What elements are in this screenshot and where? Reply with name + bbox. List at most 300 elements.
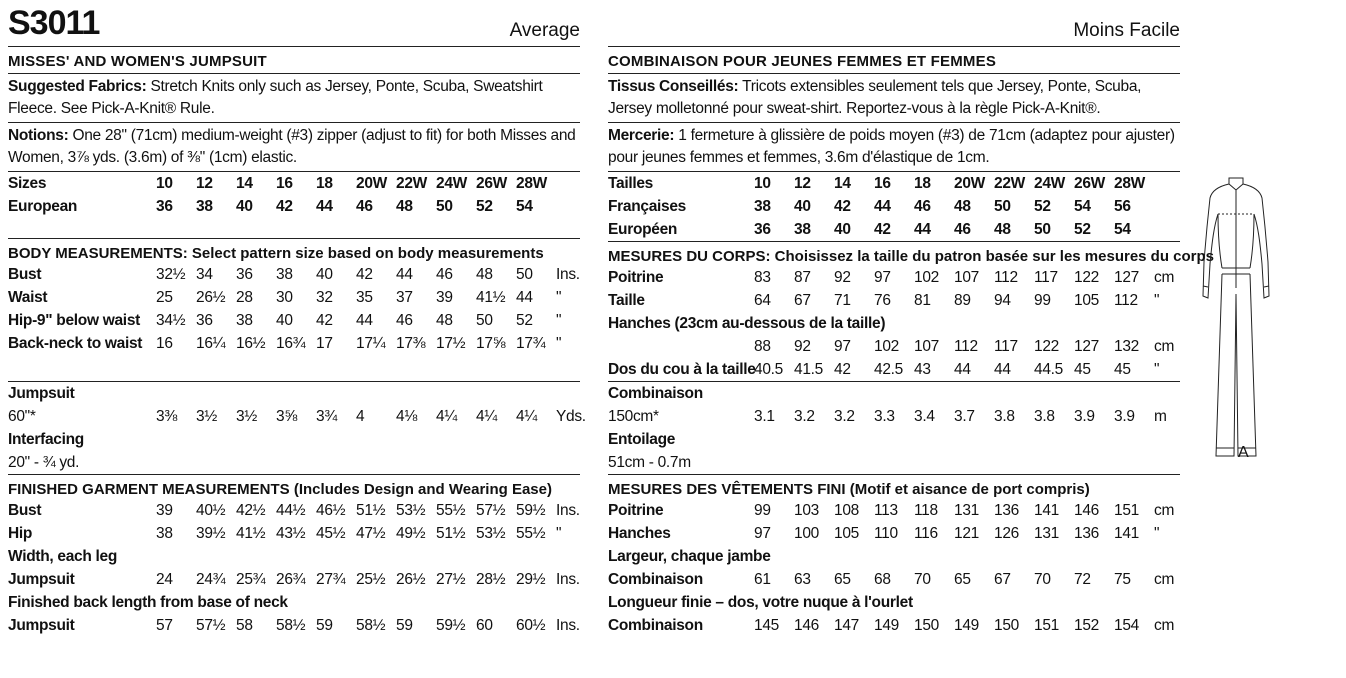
interfacing-value-text: 20" - ¾ yd. <box>8 453 80 471</box>
cell-value: 32½ <box>156 265 186 283</box>
cell-value: 17½ <box>436 334 466 352</box>
body-row <box>8 309 580 332</box>
cell-value: 3.2 <box>794 407 815 425</box>
unit <box>556 172 580 195</box>
cell-value: 25¾ <box>236 570 266 588</box>
cell-value: 92 <box>794 337 811 355</box>
body-measurements-header: BODY MEASUREMENTS: Select pattern size based on body measurements <box>8 245 544 262</box>
jumpsuit-figure-icon <box>1196 176 1276 466</box>
cell-value: 18 <box>914 174 931 192</box>
cell-value: 36 <box>236 265 253 283</box>
cell-value: 52 <box>476 197 493 215</box>
french-column <box>608 0 1215 637</box>
english-header <box>8 0 580 46</box>
cell-value: 16¾ <box>276 334 306 352</box>
cell-value: 94 <box>994 291 1011 309</box>
combinaison-yardage-row <box>608 405 1180 428</box>
entoilage-label <box>608 428 1180 451</box>
unit: " <box>1154 291 1160 309</box>
cell-value: 3.2 <box>834 407 855 425</box>
cell-value: 36 <box>156 197 173 215</box>
unit: Yds. <box>556 407 586 425</box>
cell-value: 40 <box>276 311 293 329</box>
cell-value: 110 <box>874 524 898 542</box>
cell-value: 149 <box>874 616 899 634</box>
fabrics-text: Stretch Knits only such as Jersey, Ponte, Scuba, Sweatshirt Fleece. See Pick-A-Knit® Rule. <box>8 78 543 117</box>
cell-value: 44 <box>356 311 373 329</box>
row-label: Françaises <box>608 197 686 215</box>
cell-value: 42 <box>834 197 851 215</box>
cell-value: 42½ <box>236 501 266 519</box>
width-row <box>8 568 580 591</box>
unit: Ins. <box>556 265 580 283</box>
cell-value: 122 <box>1074 268 1099 286</box>
back-length-label-fr-text: Longueur finie – dos, votre nuque à l'ourlet <box>608 593 913 611</box>
unit: " <box>556 334 562 352</box>
cell-value: 3.9 <box>1074 407 1095 425</box>
cell-value: 12 <box>794 174 811 192</box>
cell-value: 99 <box>1034 291 1051 309</box>
cell-value: 3⅝ <box>276 407 297 425</box>
unit: m <box>1154 407 1167 425</box>
finished-measurements-table-fr <box>608 499 1180 637</box>
view-label: A <box>1238 444 1249 461</box>
combinaison-yardage-label <box>608 382 1180 405</box>
cell-value: 48 <box>954 197 971 215</box>
cell-value: 4¼ <box>436 407 457 425</box>
pattern-number: S3011 <box>8 4 100 42</box>
cell-value: 46 <box>356 197 373 215</box>
suggested-fabrics-fr <box>608 74 1180 122</box>
cell-value: 46 <box>436 265 453 283</box>
body-row <box>8 332 580 355</box>
notions-fr <box>608 123 1180 171</box>
cell-value: 44.5 <box>1034 360 1063 378</box>
fabrics-label: Suggested Fabrics: <box>8 78 147 95</box>
width-label-fr-text: Largeur, chaque jambe <box>608 547 771 565</box>
cell-value: 41½ <box>476 288 506 306</box>
cell-value: 26½ <box>396 570 426 588</box>
body-measurements-header-fr: MESURES DU CORPS: Choisissez la taille du patron basée sur les mesures du corps <box>608 248 1215 265</box>
unit <box>1154 195 1180 218</box>
notions-label-fr: Mercerie: <box>608 127 675 144</box>
unit: cm <box>1154 570 1175 588</box>
back-length-row <box>8 614 580 637</box>
cell-value: 38 <box>236 311 253 329</box>
cell-value: 34 <box>196 265 213 283</box>
cell-value: 48 <box>396 197 413 215</box>
unit: " <box>556 524 562 542</box>
finished-header-bold: FINISHED GARMENT MEASUREMENTS <box>8 481 290 498</box>
cell-value: 59½ <box>516 501 546 519</box>
row-label: Taille <box>608 291 645 309</box>
cell-value: 102 <box>874 337 899 355</box>
cell-value: 53½ <box>396 501 426 519</box>
cell-value: 76 <box>874 291 891 309</box>
row-label: Combinaison <box>608 570 703 588</box>
cell-value: 52 <box>1074 220 1091 238</box>
cell-value: 102 <box>914 268 939 286</box>
cell-value: 146 <box>794 616 819 634</box>
cell-value: 71 <box>834 291 851 309</box>
pattern-title-fr: COMBINAISON POUR JEUNES FEMMES ET FEMMES <box>608 53 997 70</box>
cell-value: 127 <box>1074 337 1099 355</box>
cell-value: 4⅛ <box>396 407 417 425</box>
cell-value: 107 <box>914 337 939 355</box>
sizes-row <box>8 172 580 195</box>
notions-label: Notions: <box>8 127 69 144</box>
european-row <box>8 195 580 218</box>
cell-value: 26¾ <box>276 570 306 588</box>
cell-value: 4 <box>356 407 365 425</box>
cell-value: 57½ <box>196 616 226 634</box>
pattern-title: MISSES' AND WOMEN'S JUMPSUIT <box>8 53 267 70</box>
unit <box>1154 172 1180 195</box>
cell-value: 24W <box>1034 174 1065 192</box>
cell-value: 149 <box>954 616 979 634</box>
cell-value: 20W <box>356 174 387 192</box>
cell-value: 30 <box>276 288 293 306</box>
cell-value: 118 <box>914 501 938 519</box>
cell-value: 3½ <box>236 407 257 425</box>
cell-value: 40½ <box>196 501 226 519</box>
cell-value: 70 <box>1034 570 1051 588</box>
cell-value: 150 <box>994 616 1019 634</box>
cell-value: 65 <box>834 570 851 588</box>
cell-value: 27½ <box>436 570 466 588</box>
tailles-row <box>608 172 1180 195</box>
francaises-row <box>608 195 1180 218</box>
cell-value: 10 <box>754 174 771 192</box>
cell-value: 28 <box>236 288 253 306</box>
cell-value: 46½ <box>316 501 346 519</box>
cell-value: 65 <box>954 570 971 588</box>
cell-value: 61 <box>754 570 771 588</box>
back-length-row-fr <box>608 614 1180 637</box>
jumpsuit-yardage-row <box>8 405 580 428</box>
row-label: 60"* <box>8 407 36 425</box>
row-label: Dos du cou à la taille <box>608 360 756 378</box>
cell-value: 50 <box>1034 220 1051 238</box>
cell-value: 87 <box>794 268 811 286</box>
cell-value: 4¼ <box>476 407 497 425</box>
back-length-label-fr <box>608 591 1180 614</box>
row-label: Bust <box>8 501 42 519</box>
unit: " <box>1154 524 1160 542</box>
cell-value: 54 <box>1074 197 1091 215</box>
difficulty-level-fr: Moins Facile <box>1073 20 1180 41</box>
cell-value: 17¼ <box>356 334 386 352</box>
cell-value: 55½ <box>516 524 546 542</box>
cell-value: 107 <box>954 268 979 286</box>
cell-value: 105 <box>834 524 859 542</box>
hanches-label <box>608 312 1180 335</box>
unit: " <box>1154 360 1160 378</box>
cell-value: 44 <box>954 360 971 378</box>
cell-value: 63 <box>794 570 811 588</box>
cell-value: 67 <box>994 570 1011 588</box>
notions-text-fr: 1 fermeture à glissière de poids moyen (#3) de 71cm (adaptez pour ajuster) pour jeunes femmes et femmes, 3.6m d'élastique de 1cm. <box>608 127 1175 166</box>
cell-value: 46 <box>914 197 931 215</box>
cell-value: 26½ <box>196 288 226 306</box>
hanches-row <box>608 335 1180 358</box>
unit: cm <box>1154 616 1175 634</box>
cell-value: 24 <box>156 570 173 588</box>
cell-value: 108 <box>834 501 859 519</box>
cell-value: 37 <box>396 288 413 306</box>
yardage-table <box>8 382 586 474</box>
cell-value: 36 <box>754 220 771 238</box>
cell-value: 44 <box>316 197 333 215</box>
cell-value: 14 <box>834 174 851 192</box>
finished-measurements-header-fr: MESURES DES VÊTEMENTS FINI (Motif et aisance de port compris) <box>608 481 1090 498</box>
cell-value: 75 <box>1114 570 1131 588</box>
finished-measurements-header <box>8 475 580 499</box>
cell-value: 57½ <box>476 501 506 519</box>
cell-value: 97 <box>834 337 851 355</box>
cell-value: 18 <box>316 174 333 192</box>
cell-value: 59 <box>316 616 333 634</box>
body-measurements-table <box>8 263 580 355</box>
fabrics-label-fr: Tissus Conseillés: <box>608 78 739 95</box>
cell-value: 40 <box>794 197 811 215</box>
cell-value: 52 <box>1034 197 1051 215</box>
cell-value: 41½ <box>236 524 266 542</box>
cell-value: 48 <box>436 311 453 329</box>
cell-value: 22W <box>994 174 1025 192</box>
cell-value: 17⅜ <box>396 334 426 352</box>
cell-value: 145 <box>754 616 779 634</box>
cell-value: 92 <box>834 268 851 286</box>
cell-value: 117 <box>1034 268 1058 286</box>
unit: " <box>556 288 562 306</box>
cell-value: 3½ <box>196 407 217 425</box>
cell-value: 103 <box>794 501 819 519</box>
cell-value: 16¼ <box>196 334 226 352</box>
cell-value: 45½ <box>316 524 346 542</box>
cell-value: 22W <box>396 174 427 192</box>
hanches-label-text: Hanches (23cm au-dessous de la taille) <box>608 314 886 332</box>
entoilage-value-text: 51cm - 0.7m <box>608 453 691 471</box>
cell-value: 67 <box>794 291 811 309</box>
cell-value: 151 <box>1114 501 1139 519</box>
english-column <box>8 0 586 637</box>
cell-value: 47½ <box>356 524 386 542</box>
cell-value: 35 <box>356 288 373 306</box>
width-label-text: Width, each leg <box>8 547 118 565</box>
cell-value: 51½ <box>436 524 466 542</box>
row-label: Waist <box>8 288 48 306</box>
cell-value: 127 <box>1114 268 1139 286</box>
unit: cm <box>1154 268 1175 286</box>
cell-value: 3.4 <box>914 407 935 425</box>
cell-value: 42 <box>356 265 373 283</box>
row-label: Bust <box>8 265 42 283</box>
row-label: Sizes <box>8 174 47 192</box>
cell-value: 3¾ <box>316 407 337 425</box>
cell-value: 151 <box>1034 616 1059 634</box>
body-row-fr <box>608 266 1180 289</box>
combinaison-yardage-label-text: Combinaison <box>608 384 703 402</box>
cell-value: 40 <box>834 220 851 238</box>
cell-value: 26W <box>476 174 507 192</box>
cell-value: 17 <box>316 334 333 352</box>
cell-value: 88 <box>754 337 771 355</box>
row-label: Hip-9" below waist <box>8 311 140 329</box>
cell-value: 44 <box>516 288 533 306</box>
cell-value: 117 <box>994 337 1018 355</box>
cell-value: 42 <box>316 311 333 329</box>
cell-value: 53½ <box>476 524 506 542</box>
row-label: Poitrine <box>608 501 664 519</box>
cell-value: 40 <box>236 197 253 215</box>
cell-value: 146 <box>1074 501 1099 519</box>
cell-value: 45 <box>1074 360 1091 378</box>
cell-value: 45 <box>1114 360 1131 378</box>
back-length-label-text: Finished back length from base of neck <box>8 593 288 611</box>
cell-value: 38 <box>156 524 173 542</box>
finished-row <box>8 499 580 522</box>
cell-value: 99 <box>754 501 771 519</box>
unit: cm <box>1154 501 1175 519</box>
cell-value: 20W <box>954 174 985 192</box>
unit <box>556 195 580 218</box>
cell-value: 112 <box>954 337 978 355</box>
width-row-fr <box>608 568 1180 591</box>
row-label: Back-neck to waist <box>8 334 143 352</box>
cell-value: 89 <box>954 291 971 309</box>
cell-value: 54 <box>516 197 533 215</box>
cell-value: 141 <box>1114 524 1139 542</box>
row-label: 150cm* <box>608 407 659 425</box>
cell-value: 81 <box>914 291 931 309</box>
cell-value: 4¼ <box>516 407 537 425</box>
body-row <box>8 286 580 309</box>
interfacing-label <box>8 428 580 451</box>
cell-value: 42.5 <box>874 360 903 378</box>
cell-value: 24W <box>436 174 467 192</box>
cell-value: 48 <box>476 265 493 283</box>
cell-value: 44 <box>994 360 1011 378</box>
cell-value: 3.1 <box>754 407 775 425</box>
cell-value: 3.3 <box>874 407 895 425</box>
yardage-table-fr <box>608 382 1180 474</box>
cell-value: 68 <box>874 570 891 588</box>
row-label: Jumpsuit <box>8 570 75 588</box>
cell-value: 50 <box>476 311 493 329</box>
cell-value: 52 <box>516 311 533 329</box>
cell-value: 112 <box>1114 291 1138 309</box>
cell-value: 16 <box>276 174 293 192</box>
cell-value: 27¾ <box>316 570 346 588</box>
row-label: Jumpsuit <box>8 616 75 634</box>
row-label: Poitrine <box>608 268 664 286</box>
cell-value: 126 <box>994 524 1019 542</box>
cell-value: 36 <box>196 311 213 329</box>
cell-value: 41.5 <box>794 360 823 378</box>
row-label: European <box>8 197 78 215</box>
cell-value: 17¾ <box>516 334 546 352</box>
row-label <box>608 335 754 358</box>
entoilage-value <box>608 451 1180 474</box>
cell-value: 50 <box>994 197 1011 215</box>
cell-value: 112 <box>994 268 1018 286</box>
finished-header-rest: (Includes Design and Wearing Ease) <box>289 481 552 498</box>
cell-value: 121 <box>954 524 979 542</box>
unit: Ins. <box>556 570 580 588</box>
cell-value: 16½ <box>236 334 266 352</box>
cell-value: 28½ <box>476 570 506 588</box>
cell-value: 42 <box>874 220 891 238</box>
cell-value: 16 <box>156 334 173 352</box>
cell-value: 56 <box>1114 197 1131 215</box>
suggested-fabrics <box>8 74 580 122</box>
unit: Ins. <box>556 501 580 519</box>
cell-value: 12 <box>196 174 213 192</box>
cell-value: 51½ <box>356 501 386 519</box>
cell-value: 58½ <box>356 616 386 634</box>
cell-value: 38 <box>754 197 771 215</box>
cell-value: 44 <box>396 265 413 283</box>
cell-value: 72 <box>1074 570 1091 588</box>
cell-value: 116 <box>914 524 938 542</box>
cell-value: 57 <box>156 616 173 634</box>
cell-value: 48 <box>994 220 1011 238</box>
cell-value: 42 <box>276 197 293 215</box>
cell-value: 105 <box>1074 291 1099 309</box>
cell-value: 50 <box>516 265 533 283</box>
cell-value: 44 <box>914 220 931 238</box>
unit: Ins. <box>556 616 580 634</box>
cell-value: 38 <box>794 220 811 238</box>
finished-row-fr <box>608 499 1180 522</box>
cell-value: 3⅜ <box>156 407 177 425</box>
cell-value: 32 <box>316 288 333 306</box>
cell-value: 100 <box>794 524 819 542</box>
interfacing-label-text: Interfacing <box>8 430 84 448</box>
dos-row <box>608 358 1180 381</box>
cell-value: 16 <box>874 174 891 192</box>
row-label: Hip <box>8 524 33 542</box>
cell-value: 3.7 <box>954 407 975 425</box>
cell-value: 64 <box>754 291 771 309</box>
cell-value: 60 <box>476 616 493 634</box>
cell-value: 38 <box>196 197 213 215</box>
cell-value: 55½ <box>436 501 466 519</box>
cell-value: 136 <box>1074 524 1099 542</box>
cell-value: 113 <box>874 501 898 519</box>
row-label: Hanches <box>608 524 671 542</box>
sizes-table-fr <box>608 172 1180 241</box>
cell-value: 3.8 <box>1034 407 1055 425</box>
unit: cm <box>1154 337 1175 355</box>
row-label: Tailles <box>608 174 653 192</box>
body-row <box>8 263 580 286</box>
back-length-label <box>8 591 580 614</box>
cell-value: 44 <box>874 197 891 215</box>
cell-value: 28W <box>1114 174 1145 192</box>
width-label-fr <box>608 545 1180 568</box>
entoilage-label-text: Entoilage <box>608 430 676 448</box>
cell-value: 70 <box>914 570 931 588</box>
cell-value: 46 <box>396 311 413 329</box>
cell-value: 60½ <box>516 616 546 634</box>
cell-value: 40.5 <box>754 360 783 378</box>
width-label <box>8 545 580 568</box>
cell-value: 83 <box>754 268 771 286</box>
finished-measurements-table <box>8 499 580 637</box>
unit <box>1154 218 1180 241</box>
